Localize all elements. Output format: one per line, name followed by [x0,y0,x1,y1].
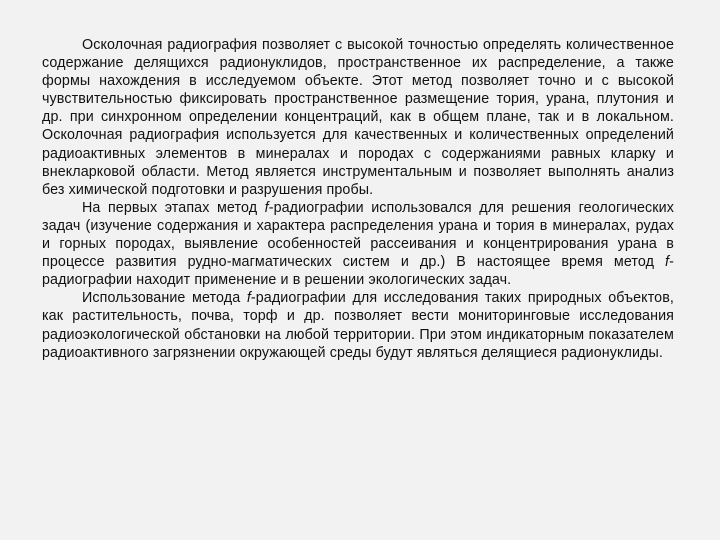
paragraph-3 [42,289,674,361]
paragraph-3-text-a: Использование метода [82,290,247,307]
paragraph-2-text-a: На первых этапах метод [82,199,265,216]
paragraph-3-italic-f: f [246,290,251,307]
paragraph-2-text-b: -радиографии использовался для решения геологических задач (изучение содержания и характера распределения урана и тория в минералах, рудах и горных породах, выявление особенностей рассеивания и концентрирования урана в процессе развития рудно-магматических систем и др.) В настоящее время метод [42,199,674,271]
paragraph-1-text: Осколочная радиография позволяет с высокой точностью определять количественное содержание делящихся радионуклидов, пространственное их распределение, а также формы нахождения в исследуемом объекте. Этот метод позволяет точно и с высокой чувствительностью фиксировать пространственное размещение тория, урана, плутония и др. при синхронном определении концентраций, как в общем плане, так и в локальном. Осколочная радиография используется для качественных и количественных определений радиоактивных элементов в минералах и породах с содержаниями равных кларку и внекларковой области. Метод является инструментальным и позволяет выполнять анализ без химической подготовки и разрушения пробы. [42,37,674,198]
paragraph-3-text-b: -радиографии для исследования таких природных объектов, как растительность, почва, торф и др. позволяет вести мониторинговые исследования радиоэкологической обстановки на любой территории. При этом индикаторным показателем радиоактивного загрязнении окружающей среды будут являться делящиеся радионуклиды. [42,290,675,361]
paragraph-2-italic-f-1: f [264,199,269,216]
paragraph-2-text-c: -радиографии находит применение и в решении экологических задач. [42,254,674,289]
paragraph-2 [42,199,674,289]
paragraph-2-italic-f-2: f [665,254,670,271]
paragraph-1 [42,36,674,199]
body-text [42,36,674,362]
